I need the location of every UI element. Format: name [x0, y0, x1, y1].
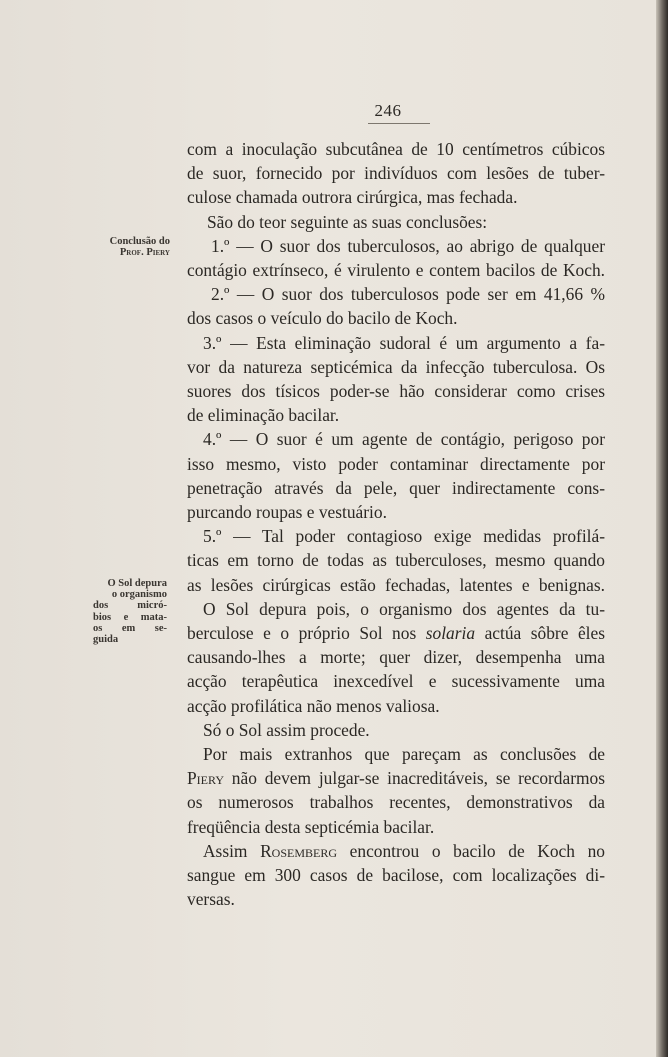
text-line: Só o Sol assim procede. [203, 719, 370, 740]
text-line [187, 839, 605, 863]
text-line: com a inoculação subcutânea de 10 centímetros cúbicos [187, 139, 605, 159]
text-fragment: berculose e o próprio Sol nos [187, 623, 426, 644]
text-line: 4.º — O suor é um agente de contágio, perigoso por [203, 429, 605, 450]
text-line: de eliminação bacilar. [187, 405, 340, 426]
text-line: freqüência desta septicémia bacilar. [187, 816, 435, 837]
paragraph [187, 524, 605, 597]
text-line: suores dos tísicos poder-se hão considerar como crises [187, 381, 605, 402]
margin-note-line: guida [93, 634, 119, 646]
text-line [187, 621, 605, 645]
text-line: isso mesmo, visto poder contaminar directamente por [187, 453, 605, 474]
text-line: purcando roupas e vestuário. [187, 502, 387, 523]
paragraph [187, 137, 605, 210]
paragraph [187, 597, 605, 718]
text-fragment: encontrou o bacilo de Koch no [337, 840, 605, 861]
text-line: vor da natureza septicémica da infecção tuberculosa. Os [187, 356, 605, 377]
italic-term: solaria [425, 623, 476, 644]
paragraph [187, 742, 605, 839]
text-line: ticas em torno de todas as tuberculoses, mesmo quando [187, 550, 605, 571]
book-edge-shadow [656, 0, 668, 1057]
margin-note-line: Prof. Piery [119, 247, 170, 259]
text-line: O Sol depura pois, o organismo dos agentes da tu- [203, 598, 605, 619]
text-line: sangue em 300 casos de bacilose, com localizações di- [187, 865, 605, 886]
text-fragment: Assim [203, 840, 261, 861]
page-number: 246 [374, 101, 402, 120]
author-name: Rosemberg [260, 840, 338, 861]
margin-note-line: O Sol depura [107, 578, 167, 589]
margin-note-sol [93, 578, 167, 645]
page-number-rule [368, 123, 430, 124]
text-line: versas. [187, 889, 235, 910]
paragraph [187, 718, 605, 742]
margin-note-line: Conclusão do [109, 236, 170, 247]
paragraph [187, 839, 605, 912]
text-line: acção profilática não menos valiosa. [187, 695, 440, 716]
text-line: 2.º — O suor dos tuberculosos pode ser em 41,66 % [211, 284, 605, 305]
paragraph [187, 234, 605, 282]
text-line: 1.º — O suor dos tuberculosos, ao abrigo de qualquer [211, 235, 605, 256]
margin-note-line: bios e mata- [93, 611, 167, 623]
text-line: dos casos o veículo do bacilo de Koch. [187, 308, 458, 329]
text-line [187, 766, 605, 790]
text-line: causando-lhes a morte; quer dizer, desempenha uma [187, 647, 605, 668]
text-fragment: não devem julgar-se inacreditáveis, se recordarmos [224, 768, 605, 789]
margin-note-conclusion [96, 236, 170, 258]
text-line: culose chamada outrora cirúrgica, mas fechada. [187, 187, 518, 208]
text-line: acção terapêutica inexcedível e sucessivamente uma [187, 671, 605, 692]
text-line: São do teor seguinte as suas conclusões: [207, 211, 488, 232]
paragraph [187, 427, 605, 524]
text-line: de suor, fornecido por indivíduos com lesões de tuber- [187, 163, 605, 184]
margin-note-line: os em se- [93, 622, 167, 634]
body-text [187, 137, 605, 912]
margin-note-line: o organismo [111, 589, 167, 601]
text-fragment: actúa sôbre êles [475, 623, 606, 644]
text-line: 3.º — Esta eliminação sudoral é um argumento a fa- [203, 332, 605, 353]
paragraph [187, 282, 605, 330]
text-line: penetração através da pele, quer indirectamente cons- [187, 477, 605, 498]
paragraph [187, 331, 605, 428]
text-line: Por mais extranhos que pareçam as conclusões de [203, 744, 605, 765]
paragraph [187, 210, 605, 234]
text-line: 5.º — Tal poder contagioso exige medidas profilá- [203, 526, 605, 547]
text-line: contágio extrínseco, é virulento e contem bacilos de Koch. [187, 260, 605, 281]
margin-note-line: dos micró- [93, 600, 167, 612]
text-line: as lesões cirúrgicas estão fechadas, latentes e benignas. [187, 574, 605, 595]
author-name: Piery [187, 768, 225, 789]
text-line: os numerosos trabalhos recentes, demonstrativos da [187, 792, 605, 813]
